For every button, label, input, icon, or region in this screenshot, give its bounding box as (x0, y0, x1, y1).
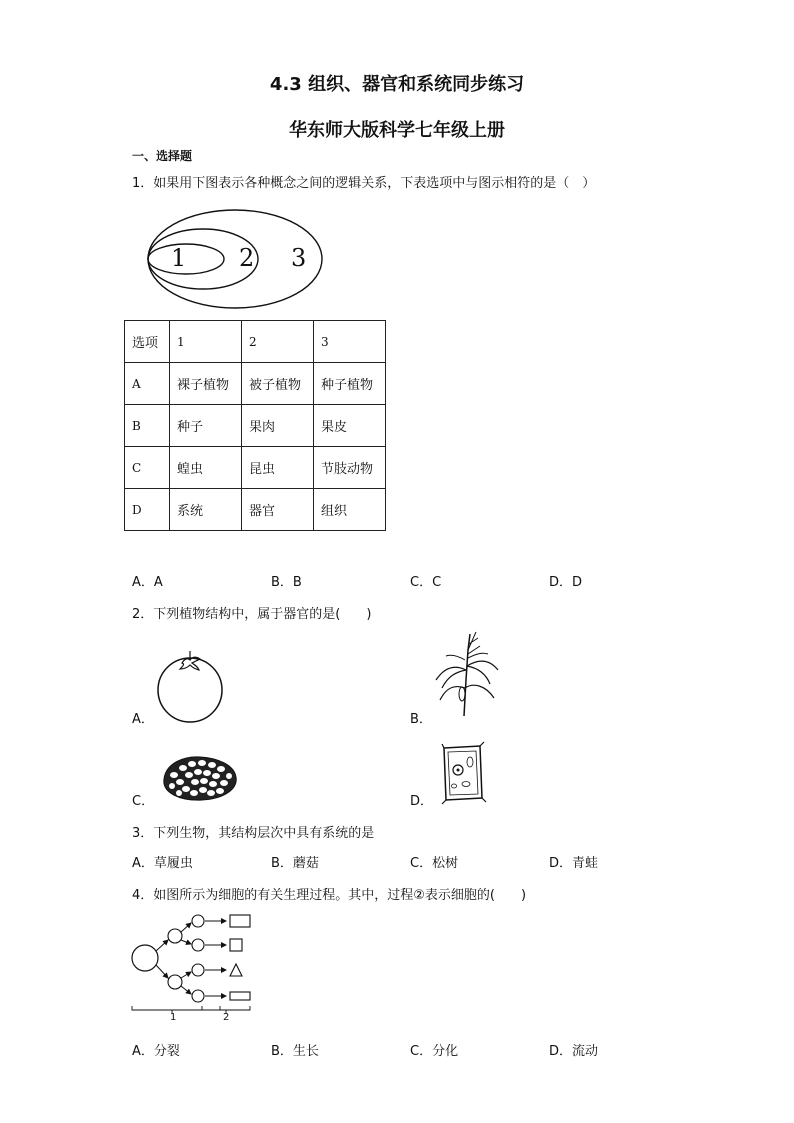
table-header-cell: 选项 (125, 321, 170, 363)
table-cell: 被子植物 (242, 363, 314, 405)
question-2-stem: 2．下列植物结构中，属于器官的是( ) (132, 607, 372, 622)
diagram-label-1: 1 (170, 1012, 177, 1023)
venn-label-3: 3 (291, 244, 307, 272)
q4-option-c[interactable]: C．分化 (410, 1044, 459, 1059)
table-cell: 组织 (314, 489, 386, 531)
table-header-row (125, 321, 386, 363)
title-line-1: 4.3 组织、器官和系统同步练习 (269, 74, 525, 95)
q4-option-b[interactable]: B．生长 (271, 1044, 319, 1059)
table-cell: 蝗虫 (170, 447, 242, 489)
table-header-cell: 2 (242, 321, 314, 363)
q2-option-b-letter[interactable]: B． (410, 712, 432, 727)
options-table (124, 320, 386, 531)
q3-option-c[interactable]: C．松树 (410, 856, 459, 871)
table-header-cell: 1 (170, 321, 242, 363)
table-cell: 昆虫 (242, 447, 314, 489)
table-row (125, 363, 386, 405)
section-heading: 一、选择题 (132, 149, 193, 163)
q3-option-b[interactable]: B．蘑菇 (271, 856, 319, 871)
q3-option-a[interactable]: A．草履虫 (132, 856, 193, 871)
question-3-stem: 3．下列生物，其结构层次中具有系统的是 (132, 826, 375, 841)
question-1-stem: 1．如果用下图表示各种概念之间的逻辑关系，下表选项中与图示相符的是（ ） (132, 176, 596, 191)
plant-cell-icon[interactable] (436, 740, 488, 806)
table-cell: 裸子植物 (170, 363, 242, 405)
corn-plant-icon[interactable] (432, 630, 512, 718)
table-cell: 果皮 (314, 405, 386, 447)
table-cell: 果肉 (242, 405, 314, 447)
venn-label-2: 2 (239, 244, 255, 272)
q2-option-d-letter[interactable]: D． (410, 794, 434, 809)
table-cell: B (125, 405, 170, 447)
q4-option-d[interactable]: D．流动 (549, 1044, 599, 1059)
cell-process-diagram (128, 906, 263, 1024)
q2-option-a-letter[interactable]: A． (132, 712, 154, 727)
table-cell: D (125, 489, 170, 531)
table-row (125, 405, 386, 447)
q1-option-c[interactable]: C．C (410, 575, 442, 590)
table-cell: A (125, 363, 170, 405)
table-cell: 种子植物 (314, 363, 386, 405)
table-cell: 器官 (242, 489, 314, 531)
table-cell: 系统 (170, 489, 242, 531)
q2-option-c-letter[interactable]: C． (132, 794, 155, 809)
q1-option-b[interactable]: B．B (271, 575, 302, 590)
table-row (125, 447, 386, 489)
table-row (125, 489, 386, 531)
table-cell: C (125, 447, 170, 489)
table-cell: 节肢动物 (314, 447, 386, 489)
tomato-icon[interactable] (152, 645, 232, 725)
diagram-label-2: 2 (223, 1012, 230, 1023)
q1-option-d[interactable]: D．D (549, 575, 583, 590)
table-header-cell: 3 (314, 321, 386, 363)
q3-option-d[interactable]: D．青蛙 (549, 856, 599, 871)
q1-option-a[interactable]: A．A (132, 575, 163, 590)
q4-option-a[interactable]: A．分裂 (132, 1044, 180, 1059)
question-4-stem: 4．如图所示为细胞的有关生理过程。其中，过程②表示细胞的( ) (132, 888, 527, 903)
title-line-2: 华东师大版科学七年级上册 (289, 120, 505, 141)
tissue-cells-icon[interactable] (158, 753, 240, 803)
venn-label-1: 1 (171, 244, 187, 272)
table-cell: 种子 (170, 405, 242, 447)
